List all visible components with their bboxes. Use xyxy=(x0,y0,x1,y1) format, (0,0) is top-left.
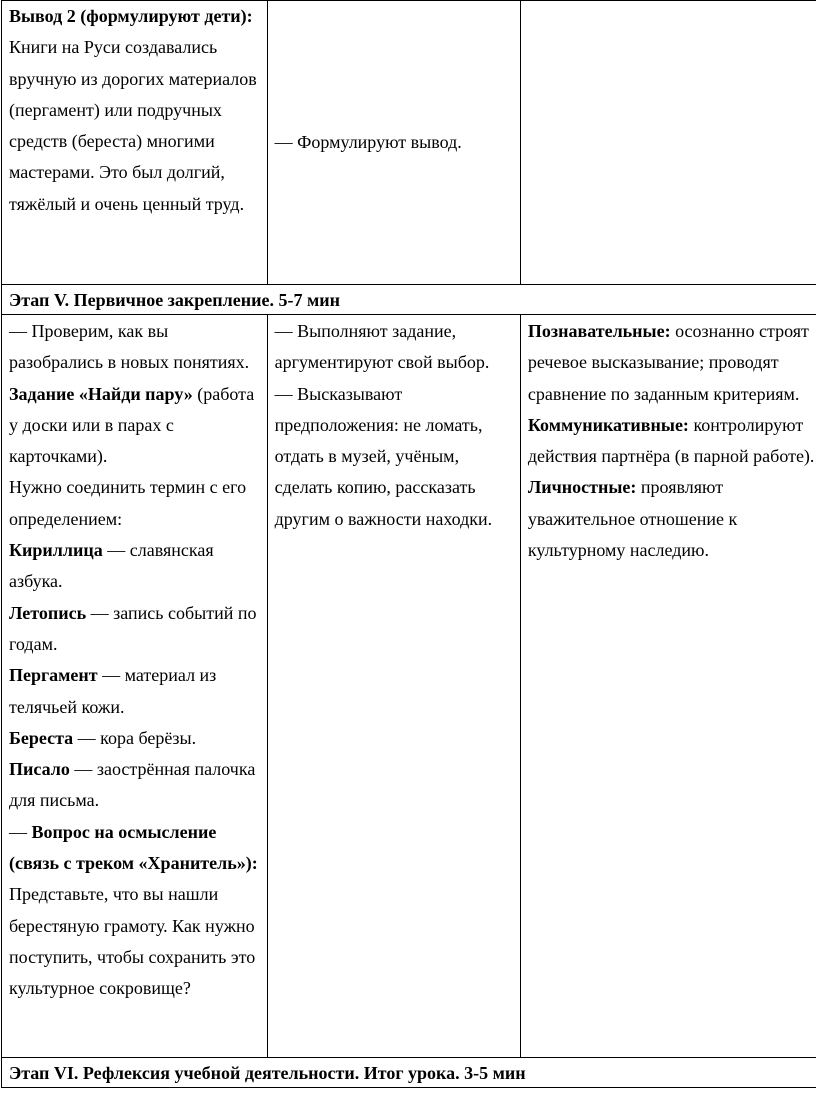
term-item xyxy=(9,723,261,754)
teacher-activity-cell xyxy=(2,1,268,285)
uud-communicative-label: Коммуникативные: xyxy=(527,414,689,435)
teacher-activity-cell xyxy=(2,315,268,1058)
conclusion-row xyxy=(2,1,816,285)
question-text: Представьте, что вы нашли берестяную грамоту. Как нужно поступить, чтобы сохранить это культурное сокровище? xyxy=(9,884,256,999)
term-item xyxy=(9,660,261,723)
conclusion-paragraph xyxy=(9,1,261,220)
question-dash: — xyxy=(9,821,32,842)
stage-5-row xyxy=(2,285,816,315)
lesson-plan-table xyxy=(1,0,816,1088)
term-word: Береста xyxy=(9,727,74,748)
uud-communicative xyxy=(528,410,816,473)
uud-personal-text: проявляют уважительное отношение к культурному наследию. xyxy=(527,477,738,561)
term-word: Летопись xyxy=(9,602,87,623)
term-definition: — кора берёзы. xyxy=(73,727,197,748)
reflection-question xyxy=(9,817,261,1005)
uud-cell xyxy=(520,315,816,1058)
student-activity-cell xyxy=(267,315,520,1058)
stage-6-heading: Этап VI. Рефлексия учебной деятельности. Итог урока. 3-5 мин xyxy=(2,1058,816,1088)
term-definition: — материал из телячьей кожи. xyxy=(9,665,217,717)
student-activity-line: — Выполняют задание, аргументируют свой выбор. xyxy=(274,321,490,373)
uud-personal-label: Личностные: xyxy=(527,477,637,498)
term-definition: — запись событий по годам. xyxy=(9,602,257,654)
uud-cognitive-label: Познавательные: xyxy=(527,321,671,341)
conclusion-label: Вывод 2 (формулируют дети): xyxy=(9,6,253,26)
uud-cognitive xyxy=(528,316,816,410)
stage-5-heading: Этап V. Первичное закрепление. 5-7 мин xyxy=(2,285,816,315)
term-item xyxy=(9,754,261,817)
uud-personal xyxy=(528,472,816,566)
term-item xyxy=(9,535,261,598)
conclusion-text: Книги на Руси создавались вручную из дорогих материалов (пергамент) или подручных средств (береста) многими мастерами. Это был долгий, тяжёлый и очень ценный труд. xyxy=(9,37,257,214)
task-instruction: Нужно соединить термин с его определением: xyxy=(9,477,247,529)
student-activity-cell xyxy=(267,1,520,285)
task-title: Задание «Найди пару» xyxy=(9,383,193,404)
student-activity-line: — Высказывают предположения: не ломать, отдать в музей, учёным, сделать копию, рассказать другим о важности находки. xyxy=(274,383,493,529)
term-definition: — заострённая палочка для письма. xyxy=(9,759,256,811)
question-label: Вопрос на осмысление (связь с треком «Хранитель»): xyxy=(9,821,258,874)
stage-6-row xyxy=(2,1058,816,1088)
consolidation-row xyxy=(2,315,816,1058)
uud-communicative-text: контролируют действия партнёра (в парной работе). xyxy=(527,414,815,467)
student-conclusion-text: — Формулируют вывод. xyxy=(274,131,462,152)
term-word: Кириллица xyxy=(9,540,103,561)
term-word: Писало xyxy=(9,759,70,780)
term-word: Пергамент xyxy=(9,665,98,686)
task-format: (работа у доски или в парах с карточками). xyxy=(9,383,255,467)
uud-cell xyxy=(520,1,816,285)
task-intro: — Проверим, как вы разобрались в новых понятиях. xyxy=(9,321,250,373)
task-intro-paragraph xyxy=(9,316,261,472)
term-item xyxy=(9,598,261,661)
term-definition: — славянская азбука. xyxy=(9,540,214,592)
uud-cognitive-text: осознанно строят речевое высказывание; проводят сравнение по заданным критериям. xyxy=(527,321,809,404)
